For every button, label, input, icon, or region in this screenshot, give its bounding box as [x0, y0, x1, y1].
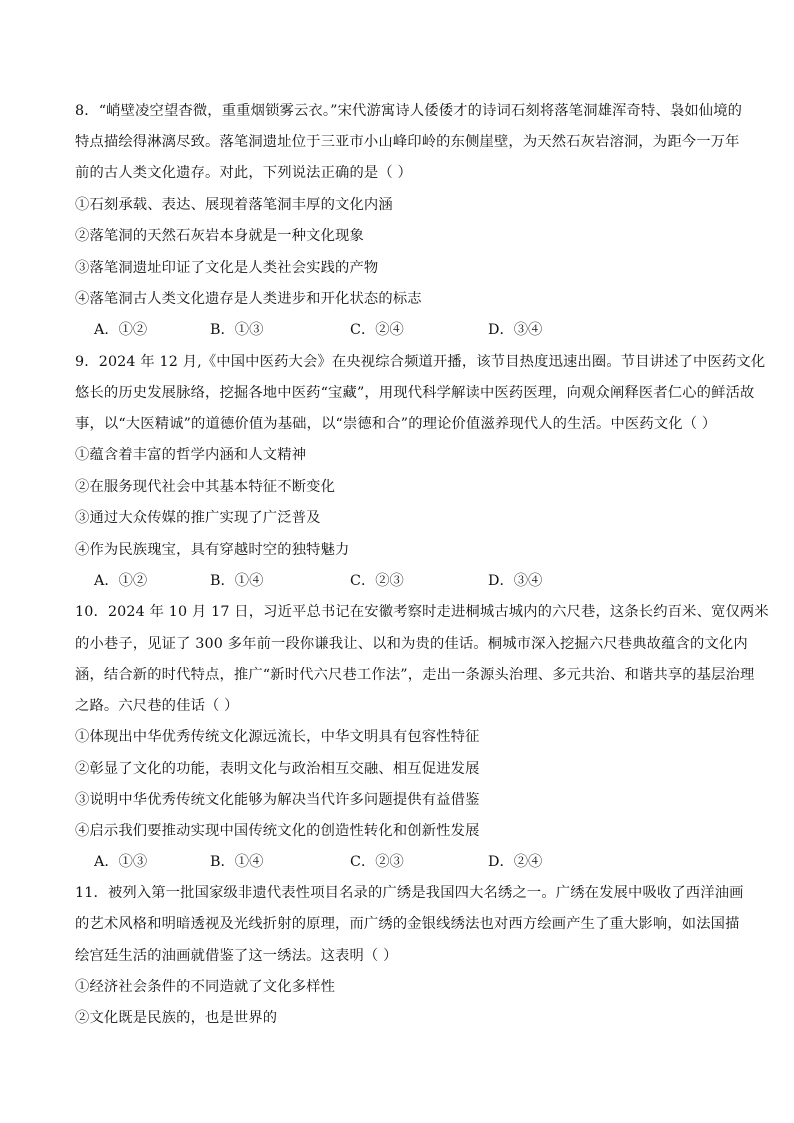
- question-8-statement-4: ④落笔洞古人类文化遗存是人类进步和开化状态的标志: [75, 291, 422, 307]
- option-b[interactable]: B．①④: [210, 573, 264, 589]
- option-a[interactable]: A．①②: [94, 573, 148, 589]
- question-9-options: [94, 571, 654, 591]
- question-10-stem-line-4: 之路。六尺巷的佳话（ ）: [75, 698, 239, 714]
- question-9-stem-line-2: 悠长的历史发展脉络，挖掘各地中医药“宝藏”，用现代科学解读中医药医理，向观众阐释医者仁心的鲜活故: [75, 385, 755, 401]
- question-8-options: [94, 320, 654, 340]
- question-10-statement-4: ④启示我们要推动实现中国传统文化的创造性转化和创新性发展: [75, 823, 480, 839]
- option-d[interactable]: D．③④: [488, 573, 543, 589]
- question-8-stem-line-3: 前的古人类文化遗存。对此，下列说法正确的是（ ）: [75, 165, 412, 181]
- question-8-statement-1: ①石刻承载、表达、展现着落笔洞丰厚的文化内涵: [75, 197, 393, 213]
- option-b[interactable]: B．①③: [210, 322, 264, 338]
- option-c[interactable]: C．②④: [350, 322, 404, 338]
- option-b[interactable]: B．①④: [210, 854, 264, 870]
- question-9-statement-1: ①蕴含着丰富的哲学内涵和人文精神: [75, 447, 307, 463]
- option-d[interactable]: D．③④: [488, 322, 543, 338]
- question-9-statement-4: ④作为民族瑰宝，具有穿越时空的独特魅力: [75, 542, 350, 558]
- question-11-stem-line-1: 11．被列入第一批国家级非遗代表性项目名录的广绣是我国四大名绣之一。广绣在发展中吸收了西洋油画: [75, 885, 744, 901]
- question-10-stem-line-3: 涵，结合新的时代特点，推广“新时代六尺巷工作法”，走出一条源头治理、多元共治、和谐共享的基层治理: [75, 667, 755, 683]
- question-10-stem-line-1: 10．2024 年 10 月 17 日，习近平总书记在安徽考察时走进桐城古城内的六尺巷，这条长约百米、宽仅两米: [75, 604, 769, 620]
- question-10-statement-3: ③说明中华优秀传统文化能够为解决当代许多问题提供有益借鉴: [75, 792, 480, 808]
- question-10-stem-line-2: 的小巷子，见证了 300 多年前一段你谦我让、以和为贵的佳话。桐城市深入挖掘六尺巷典故蕴含的文化内: [75, 636, 748, 652]
- question-8-stem-line-2: 特点描绘得淋漓尽致。落笔洞遗址位于三亚市小山峰印岭的东侧崖壁，为天然石灰岩溶洞，为距今一万年: [75, 134, 740, 150]
- question-11-statement-2: ②文化既是民族的，也是世界的: [75, 1010, 278, 1026]
- question-8-statement-3: ③落笔洞遗址印证了文化是人类社会实践的产物: [75, 260, 379, 276]
- question-11-statement-1: ①经济社会条件的不同造就了文化多样性: [75, 979, 336, 995]
- question-9-statement-3: ③通过大众传媒的推广实现了广泛普及: [75, 510, 321, 526]
- question-8-stem-line-1: 8．“峭壁凌空望杳微，重重烟锁雾云衣。”宋代游寓诗人倭倭才的诗词石刻将落笔洞雄浑奇特、袅如仙境的: [75, 103, 743, 119]
- option-a[interactable]: A．①③: [94, 854, 148, 870]
- option-d[interactable]: D．②④: [488, 854, 543, 870]
- question-9-stem-line-3: 事，以“大医精诚”的道德价值为基础，以“崇德和合”的理论价值滋养现代人的生活。中医药文化（ ）: [75, 416, 717, 432]
- option-c[interactable]: C．②③: [350, 573, 404, 589]
- question-9-stem-line-1: 9．2024 年 12 月,《中国中医药大会》在央视综合频道开播，该节目热度迅速出圈。节目讲述了中医药文化: [75, 354, 766, 370]
- question-10-statement-1: ①体现出中华优秀传统文化源远流长，中华文明具有包容性特征: [75, 729, 480, 745]
- question-10-options: [94, 852, 654, 872]
- option-c[interactable]: C．②③: [350, 854, 404, 870]
- question-8-statement-2: ②落笔洞的天然石灰岩本身就是一种文化现象: [75, 228, 364, 244]
- question-11-stem-line-3: 绘宫廷生活的油画就借鉴了这一绣法。这表明（ ）: [75, 948, 398, 964]
- option-a[interactable]: A．①②: [94, 322, 148, 338]
- question-10-statement-2: ②彰显了文化的功能，表明文化与政治相互交融、相互促进发展: [75, 761, 480, 777]
- question-9-statement-2: ②在服务现代社会中其基本特征不断变化: [75, 479, 336, 495]
- question-11-stem-line-2: 的艺术风格和明暗透视及光线折射的原理，而广绣的金银线绣法也对西方绘画产生了重大影响，如法国描: [75, 916, 740, 932]
